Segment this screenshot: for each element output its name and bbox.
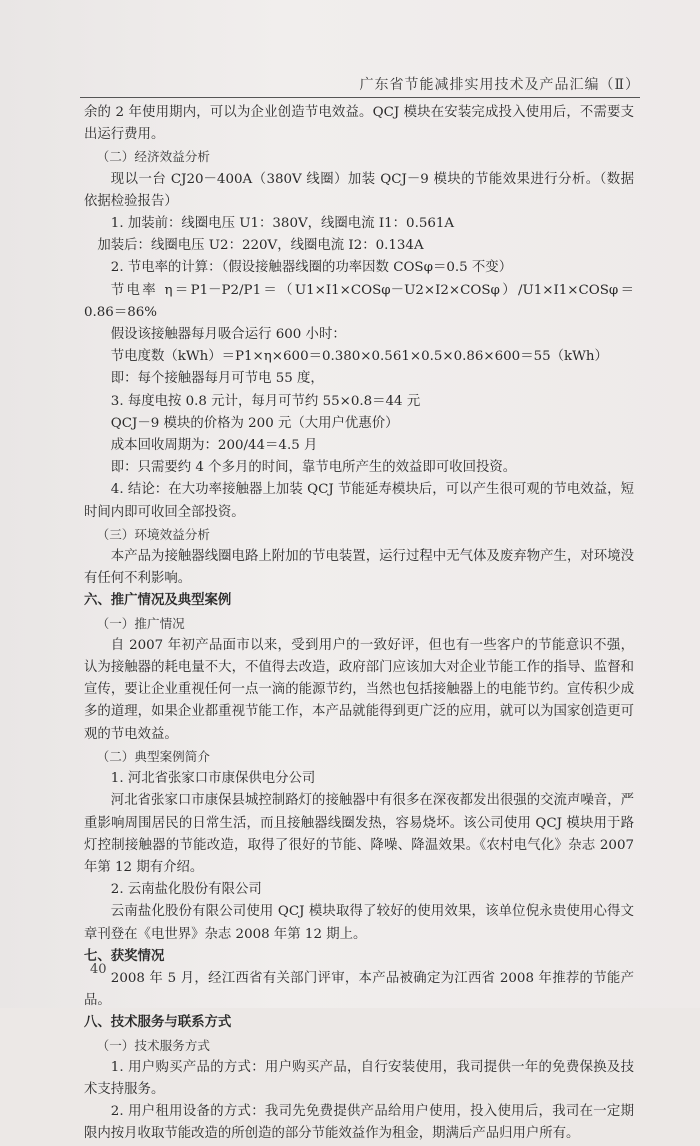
section-heading: 七、获奖情况 (84, 948, 165, 964)
paragraph: 节电率 η＝P1－P2/P1＝（U1×I1×COSφ－U2×I2×COSφ）/U1×I1×COSφ＝0.86＝86% (84, 282, 634, 320)
paragraph: QCJ－9 模块的价格为 200 元（大用户优惠价） (110, 415, 399, 431)
subsection-heading: （二）经济效益分析 (96, 149, 210, 165)
paragraph: 节电度数（kWh）＝P1×η×600＝0.380×0.561×0.5×0.86×600＝55（kWh） (110, 349, 608, 365)
paragraph: 即：只需要约 4 个多月的时间，靠节电所产生的效益即可收回投资。 (110, 460, 517, 476)
paragraph: 2. 节电率的计算：（假设接触器线圈的功率因数 COSφ＝0.5 不变） (110, 260, 513, 276)
running-header: 广东省节能减排实用技术及产品汇编（Ⅱ） (359, 77, 640, 93)
paragraph: 2008 年 5 月，经江西省有关部门评审，本产品被确定为江西省 2008 年推荐的节能产品。 (84, 970, 634, 1009)
paragraph: 河北省张家口市康保县城控制路灯的接触器中有很多在深夜都发出很强的交流声噪音，严重影响周围居民的日常生活，而且接触器线圈发热，容易烧坏。该公司使用 QCJ 模块用于路灯控制接触器的节能改造，取得了很好的节能、降噪、降温效果。《农村电气化》杂志 2007 年第 12 期有介绍。 (84, 793, 634, 875)
subsection-heading: （一）技术服务方式 (96, 1037, 210, 1053)
page-number: 40 (90, 962, 107, 977)
paragraph: 现以一台 CJ20－400A（380V 线圈）加装 QCJ－9 模块的节能效果进行分析。（数据依据检验报告） (84, 171, 634, 209)
paragraph: 4. 结论：在大功率接触器上加装 QCJ 节能延寿模块后，可以产生很可观的节电效益，短时间内即可收回全部投资。 (84, 482, 634, 520)
section-heading: 六、推广情况及典型案例 (84, 593, 232, 609)
body-text (84, 102, 634, 1146)
section-heading: 八、技术服务与联系方式 (84, 1015, 232, 1031)
paragraph: 1. 加装前：线圈电压 U1：380V，线圈电流 I1：0.561A (110, 216, 455, 232)
subsection-heading: （二）典型案例简介 (96, 748, 210, 764)
subsection-heading: （三）环境效益分析 (96, 526, 210, 542)
paragraph: 2. 云南盐化股份有限公司 (110, 882, 262, 898)
paragraph: 1. 河北省张家口市康保供电分公司 (110, 771, 316, 787)
subsection-heading: （一）推广情况 (96, 615, 185, 631)
paragraph: 余的 2 年使用期内，可以为企业创造节电效益。QCJ 模块在安装完成投入使用后，不需要支出运行费用。 (84, 105, 634, 143)
paragraph: 1. 用户购买产品的方式：用户购买产品，自行安装使用，我司提供一年的免费保换及技术支持服务。 (84, 1059, 634, 1097)
paragraph: 自 2007 年初产品面市以来，受到用户的一致好评，但也有一些客户的节能意识不强，认为接触器的耗电量不大，不值得去改造，政府部门应该加大对企业节能工作的指导、监督和宣传，要让企业重视任何一点一滴的能源节约，当然也包括接触器上的电能节约。宣传积少成多的道理，如果企业都重视节能工作，本产品就能得到更广泛的应用，就可以为国家创造更可观的节电效益。 (84, 637, 634, 742)
paragraph: 即：每个接触器每月可节电 55 度， (110, 371, 324, 387)
paragraph: 云南盐化股份有限公司使用 QCJ 模块取得了较好的使用效果，该单位倪永贵使用心得文章刊登在《电世界》杂志 2008 年第 12 期上。 (84, 904, 634, 942)
paragraph: 假设该接触器每月吸合运行 600 小时： (110, 327, 346, 343)
paragraph: 2. 用户租用设备的方式：我司先免费提供产品给用户使用，投入使用后，我司在一定期限内按月收取节能改造的所创造的部分节能效益作为租金，期满后产品归用户所有。 (84, 1104, 634, 1142)
paragraph: 成本回收周期为：200/44＝4.5 月 (110, 438, 318, 454)
paragraph: 本产品为接触器线圈电路上附加的节电装置，运行过程中无气体及废弃物产生，对环境没有任何不利影响。 (84, 549, 634, 587)
paragraph: 3. 每度电按 0.8 元计，每月可节约 55×0.8＝44 元 (110, 393, 421, 409)
paragraph: 加装后：线圈电压 U2：220V，线圈电流 I2：0.134A (97, 238, 424, 254)
header-rule (80, 97, 640, 98)
